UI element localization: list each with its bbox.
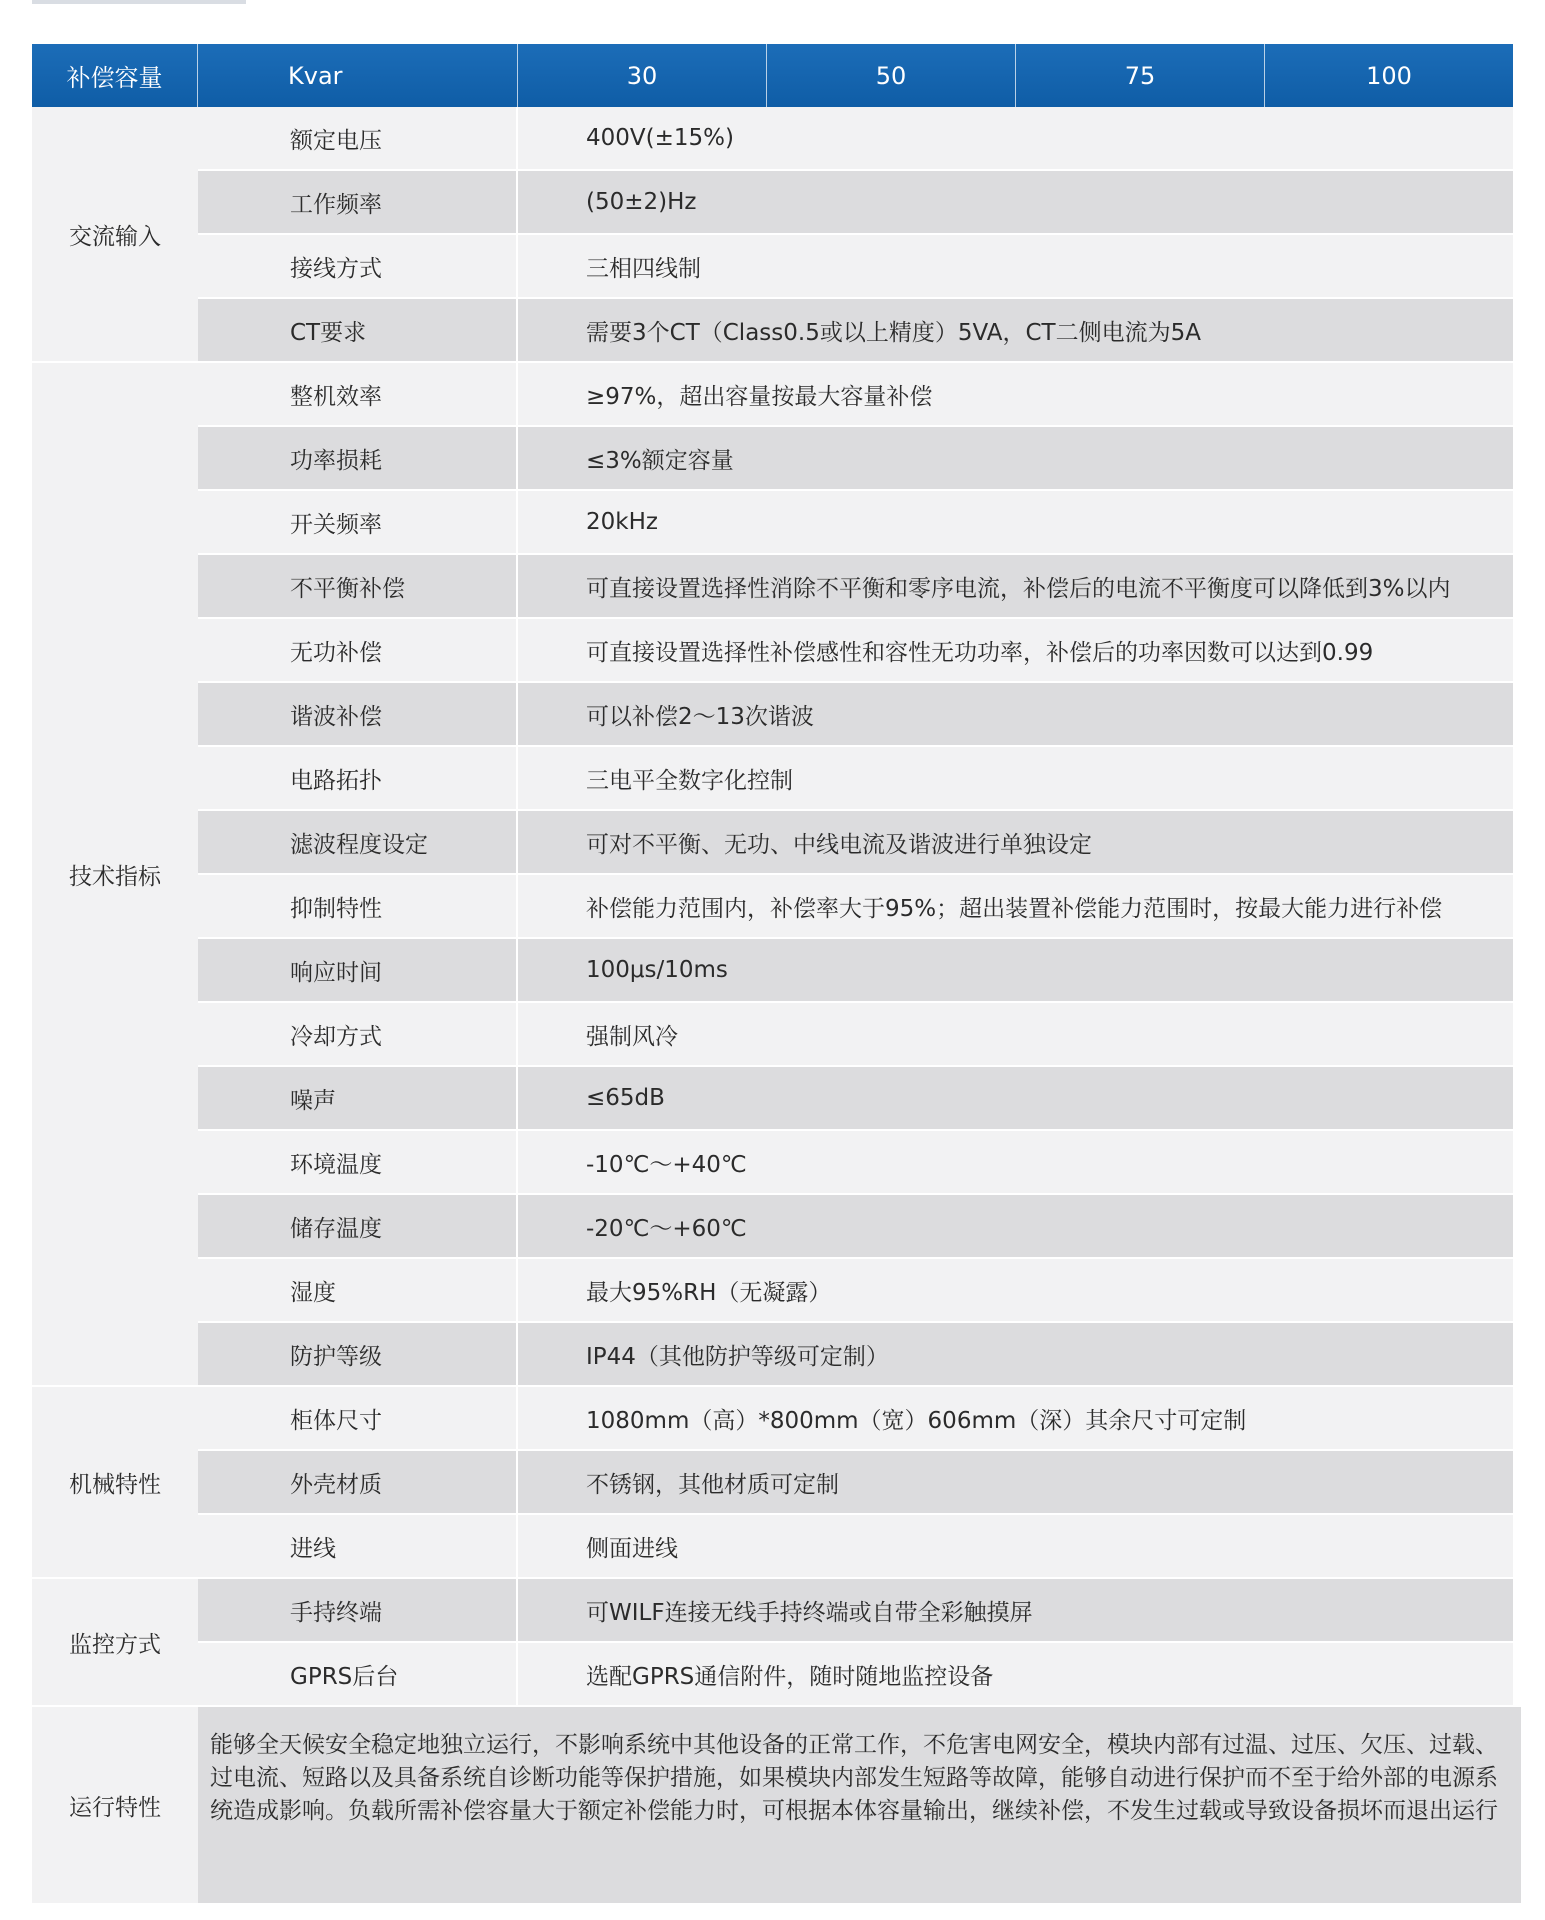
table-row bbox=[198, 1515, 1513, 1579]
group-rows bbox=[198, 1579, 1513, 1707]
group-category: 监控方式 bbox=[32, 1579, 198, 1707]
table-row bbox=[198, 1323, 1513, 1387]
table-row bbox=[198, 683, 1513, 747]
parameter-value: (50±2)Hz bbox=[586, 189, 697, 215]
parameter-value: 不锈钢，其他材质可定制 bbox=[586, 1471, 839, 1498]
header-category: 补偿容量 bbox=[32, 44, 198, 107]
table-row bbox=[198, 363, 1513, 427]
parameter-value: 选配GPRS通信附件，随时随地监控设备 bbox=[586, 1663, 994, 1690]
header-unit: Kvar bbox=[198, 44, 518, 107]
parameter-value: -20℃～+60℃ bbox=[586, 1215, 747, 1242]
table-row bbox=[198, 427, 1513, 491]
parameter-value: -10℃～+40℃ bbox=[586, 1151, 747, 1178]
table-row bbox=[198, 1643, 1513, 1707]
parameter-value: 补偿能力范围内，补偿率大于95%；超出装置补偿能力范围时，按最大能力进行补偿 bbox=[586, 895, 1443, 922]
parameter-value: 可对不平衡、无功、中线电流及谐波进行单独设定 bbox=[586, 831, 1092, 858]
parameter-name: GPRS后台 bbox=[198, 1643, 518, 1705]
table-row bbox=[198, 1195, 1513, 1259]
parameter-value: 1080mm（高）*800mm（宽）606mm（深）其余尺寸可定制 bbox=[586, 1407, 1247, 1434]
parameter-value: 三相四线制 bbox=[586, 255, 701, 282]
table-row bbox=[198, 491, 1513, 555]
parameter-name: 柜体尺寸 bbox=[198, 1387, 518, 1449]
spec-group bbox=[32, 107, 1513, 363]
group-category: 机械特性 bbox=[32, 1387, 198, 1579]
parameter-name: 抑制特性 bbox=[198, 875, 518, 937]
parameter-name: 开关频率 bbox=[198, 491, 518, 553]
table-row bbox=[198, 939, 1513, 1003]
parameter-name: 接线方式 bbox=[198, 235, 518, 297]
parameter-name: 储存温度 bbox=[198, 1195, 518, 1257]
parameter-value: 可直接设置选择性补偿感性和容性无功功率，补偿后的功率因数可以达到0.99 bbox=[586, 639, 1374, 666]
table-row bbox=[198, 299, 1513, 363]
table-header bbox=[32, 44, 1513, 107]
group-rows bbox=[198, 363, 1513, 1387]
parameter-name: 谐波补偿 bbox=[198, 683, 518, 745]
header-capacity-100: 100 bbox=[1366, 61, 1412, 90]
parameter-value: ≤3%额定容量 bbox=[586, 447, 734, 474]
table-row bbox=[198, 1067, 1513, 1131]
parameter-value: 需要3个CT（Class0.5或以上精度）5VA，CT二侧电流为5A bbox=[586, 319, 1201, 346]
parameter-name: 滤波程度设定 bbox=[198, 811, 518, 873]
parameter-name: 电路拓扑 bbox=[198, 747, 518, 809]
spec-group bbox=[32, 1387, 1513, 1579]
parameter-name: 防护等级 bbox=[198, 1323, 518, 1385]
table-row bbox=[198, 747, 1513, 811]
table-body bbox=[32, 107, 1513, 1707]
table-row bbox=[198, 1579, 1513, 1643]
operation-group bbox=[32, 1707, 1513, 1903]
parameter-value: 可直接设置选择性消除不平衡和零序电流，补偿后的电流不平衡度可以降低到3%以内 bbox=[586, 575, 1451, 602]
table-row bbox=[198, 1451, 1513, 1515]
table-row bbox=[198, 171, 1513, 235]
parameter-name: 湿度 bbox=[198, 1259, 518, 1321]
parameter-value: ≤65dB bbox=[586, 1085, 665, 1111]
parameter-name: CT要求 bbox=[198, 299, 518, 361]
parameter-name: 整机效率 bbox=[198, 363, 518, 425]
group-category: 技术指标 bbox=[32, 363, 198, 1387]
group-rows bbox=[198, 107, 1513, 363]
header-capacity-30: 30 bbox=[518, 44, 767, 107]
table-row bbox=[198, 1387, 1513, 1451]
table-row bbox=[198, 235, 1513, 299]
parameter-value: 100μs/10ms bbox=[586, 957, 728, 983]
parameter-name: 工作频率 bbox=[198, 171, 518, 233]
parameter-name: 不平衡补偿 bbox=[198, 555, 518, 617]
operation-category: 运行特性 bbox=[32, 1707, 198, 1903]
operation-text: 能够全天候安全稳定地独立运行，不影响系统中其他设备的正常工作，不危害电网安全，模块内部有过温、过压、欠压、过载、过电流、短路以及具备系统自诊断功能等保护措施，如果模块内部发生短路等故障，能够自动进行保护而不至于给外部的电源系统造成影响。负载所需补偿容量大于额定补偿能力时，可根据本体容量输出，继续补偿，不发生过载或导致设备损坏而退出运行 bbox=[198, 1707, 1521, 1903]
parameter-name: 环境温度 bbox=[198, 1131, 518, 1193]
table-row bbox=[198, 875, 1513, 939]
parameter-name: 噪声 bbox=[198, 1067, 518, 1129]
parameter-value: 三电平全数字化控制 bbox=[586, 767, 793, 794]
table-row bbox=[198, 555, 1513, 619]
parameter-value: 400V(±15%) bbox=[586, 125, 734, 151]
parameter-name: 冷却方式 bbox=[198, 1003, 518, 1065]
table-row bbox=[198, 1003, 1513, 1067]
parameter-value: 侧面进线 bbox=[586, 1535, 678, 1562]
group-category: 交流输入 bbox=[32, 107, 198, 363]
parameter-value: 20kHz bbox=[586, 509, 658, 535]
parameter-name: 手持终端 bbox=[198, 1579, 518, 1641]
spec-group bbox=[32, 363, 1513, 1387]
table-row bbox=[198, 811, 1513, 875]
parameter-value: IP44（其他防护等级可定制） bbox=[586, 1343, 889, 1370]
table-row bbox=[198, 619, 1513, 683]
parameter-value: 最大95%RH（无凝露） bbox=[586, 1279, 832, 1306]
parameter-value: ≥97%，超出容量按最大容量补偿 bbox=[586, 383, 933, 410]
parameter-value: 强制风冷 bbox=[586, 1023, 678, 1050]
table-row bbox=[198, 1131, 1513, 1195]
group-rows bbox=[198, 1387, 1513, 1579]
parameter-name: 无功补偿 bbox=[198, 619, 518, 681]
parameter-name: 进线 bbox=[198, 1515, 518, 1577]
parameter-name: 响应时间 bbox=[198, 939, 518, 1001]
parameter-name: 功率损耗 bbox=[198, 427, 518, 489]
parameter-value: 可WILF连接无线手持终端或自带全彩触摸屏 bbox=[586, 1599, 1033, 1626]
parameter-name: 额定电压 bbox=[198, 107, 518, 169]
table-row bbox=[198, 1259, 1513, 1323]
table-row bbox=[198, 107, 1513, 171]
parameter-name: 外壳材质 bbox=[198, 1451, 518, 1513]
top-divider bbox=[32, 0, 246, 4]
header-capacity-75: 75 bbox=[1016, 44, 1265, 107]
spec-table bbox=[32, 44, 1513, 1903]
header-capacity-50: 50 bbox=[767, 44, 1016, 107]
spec-group bbox=[32, 1579, 1513, 1707]
parameter-value: 可以补偿2～13次谐波 bbox=[586, 703, 814, 730]
